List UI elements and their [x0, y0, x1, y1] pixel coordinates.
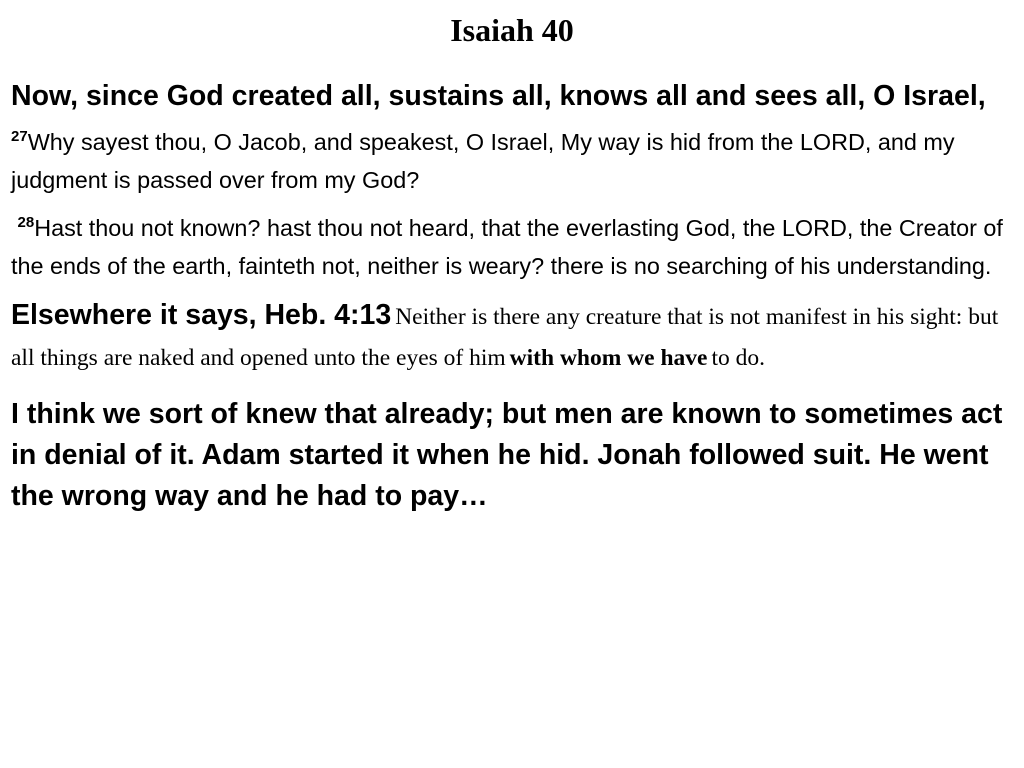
- closing-paragraph: I think we sort of knew that already; but men are known to sometimes act in denial of it. Adam started it when he hid. Jonah followed suit. He went the wrong way and he had to pay…: [11, 398, 1003, 512]
- verse-number: 27: [11, 128, 28, 145]
- elsewhere-paragraph: [11, 296, 1011, 380]
- elsewhere-intro: Elsewhere it says, Heb. 4:13: [11, 299, 392, 331]
- hebrews-text: Neither is there any creature that is not manifest in his sight: but all things are naked and opened unto the eyes of him: [11, 304, 999, 371]
- hebrews-bold-text: with whom we have: [509, 345, 708, 371]
- slide-title: Isaiah 40: [450, 12, 574, 48]
- verse-number: 28: [17, 214, 35, 231]
- verse-text: Hast thou not known? hast thou not heard, that the everlasting God, the LORD, the Creator of the ends of the earth, fainteth not, neither is weary? there is no searching of his understanding.: [11, 215, 1003, 279]
- verse-27: [11, 125, 1011, 197]
- verse-text: Why sayest thou, O Jacob, and speakest, O Israel, My way is hid from the LORD, and my judgment is passed over from my God?: [11, 129, 955, 193]
- verse-28: [11, 211, 1011, 283]
- slide-body: [11, 78, 1011, 517]
- intro-paragraph: Now, since God created all, sustains all, knows all and sees all, O Israel,: [11, 80, 986, 112]
- hebrews-end-text: to do.: [711, 345, 765, 371]
